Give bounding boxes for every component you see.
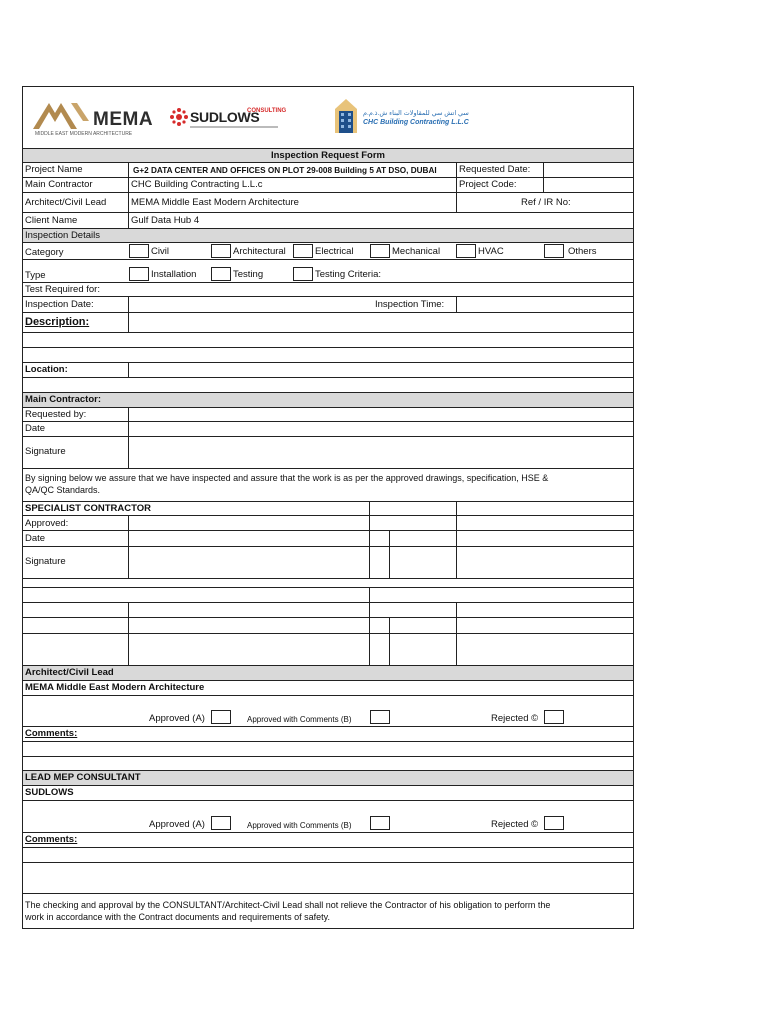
sudlows-heading: SUDLOWS bbox=[25, 787, 74, 798]
category-hvac-checkbox[interactable] bbox=[456, 244, 476, 258]
chc-logo-arabic: سي اتش سي للمقاولات البناء ش.ذ.م.م bbox=[363, 110, 469, 117]
specialist-contractor-heading: SPECIALIST CONTRACTOR bbox=[25, 503, 151, 514]
ref-ir-label: Ref / IR No: bbox=[521, 197, 571, 208]
architect-band bbox=[23, 665, 633, 680]
main-contractor-value[interactable]: CHC Building Contracting L.L.c bbox=[131, 179, 263, 190]
type-label: Type bbox=[25, 270, 46, 281]
project-code-label: Project Code: bbox=[459, 179, 517, 190]
main-contractor-heading: Main Contractor: bbox=[25, 394, 101, 405]
category-electrical-checkbox[interactable] bbox=[293, 244, 313, 258]
chc-logo-english: CHC Building Contracting L.L.C bbox=[363, 119, 469, 126]
mep-approved-a-checkbox[interactable] bbox=[211, 816, 231, 830]
client-name-value[interactable]: Gulf Data Hub 4 bbox=[131, 215, 200, 226]
location-label: Location: bbox=[25, 364, 68, 375]
type-testing-criteria-label: Testing Criteria: bbox=[315, 269, 381, 280]
inspection-request-form bbox=[22, 86, 634, 929]
architect-rejected-label: Rejected © bbox=[491, 713, 539, 724]
mema-logo-icon bbox=[31, 97, 93, 131]
architect-rejected-checkbox[interactable] bbox=[544, 710, 564, 724]
specialist-approved-label: Approved: bbox=[25, 518, 69, 529]
category-electrical-label: Electrical bbox=[315, 246, 354, 257]
requested-date-label: Requested Date: bbox=[459, 164, 531, 175]
inspection-date-label: Inspection Date: bbox=[25, 299, 94, 310]
architect-approved-a-checkbox[interactable] bbox=[211, 710, 231, 724]
category-mechanical-checkbox[interactable] bbox=[370, 244, 390, 258]
type-installation-checkbox[interactable] bbox=[129, 267, 149, 281]
sudlows-logo-tag: CONSULTING bbox=[247, 108, 287, 114]
architect-value[interactable]: MEMA Middle East Modern Architecture bbox=[131, 197, 299, 208]
sudlows-logo bbox=[169, 105, 289, 135]
client-name-label: Client Name bbox=[25, 215, 78, 226]
type-testing-criteria-checkbox[interactable] bbox=[293, 267, 313, 281]
type-testing-label: Testing bbox=[233, 269, 264, 280]
category-architectural-label: Architectural bbox=[233, 246, 286, 257]
lead-mep-heading: LEAD MEP CONSULTANT bbox=[25, 772, 141, 783]
mc-signature-label: Signature bbox=[25, 446, 66, 457]
type-installation-label: Installation bbox=[151, 269, 197, 280]
main-contractor-label: Main Contractor bbox=[25, 179, 93, 190]
category-hvac-label: HVAC bbox=[478, 246, 504, 257]
mep-approved-b-label: Approved with Comments (B) bbox=[247, 821, 352, 830]
sudlows-logo-subline bbox=[190, 126, 278, 128]
footer-text-line1: The checking and approval by the CONSULTANT/Architect-Civil Lead shall not relieve the Contractor of his obligation to perform the bbox=[25, 900, 551, 910]
requested-by-label: Requested by: bbox=[25, 409, 87, 420]
specialist-date-label: Date bbox=[25, 533, 46, 544]
description-label: Description: bbox=[25, 316, 90, 328]
category-label: Category bbox=[25, 247, 64, 258]
type-testing-checkbox[interactable] bbox=[211, 267, 231, 281]
category-civil-label: Civil bbox=[151, 246, 169, 257]
sudlows-logo-icon bbox=[169, 107, 189, 127]
project-name-value[interactable]: G+2 DATA CENTER AND OFFICES ON PLOT 29-008 Building 5 AT DSO, DUBAI bbox=[133, 166, 437, 175]
chc-logo bbox=[333, 95, 473, 137]
architect-label: Architect/Civil Lead bbox=[25, 197, 107, 208]
category-others-checkbox[interactable] bbox=[544, 244, 564, 258]
mc-date-label: Date bbox=[25, 423, 46, 434]
architect-approved-b-checkbox[interactable] bbox=[370, 710, 390, 724]
assurance-text-line1: By signing below we assure that we have inspected and assure that the work is as per the approved drawings, specification, HSE & bbox=[25, 473, 549, 483]
architect-approved-a-label: Approved (A) bbox=[149, 713, 205, 724]
architect-company: MEMA Middle East Modern Architecture bbox=[25, 682, 205, 693]
sudlows-logo-name: SUDLOWS bbox=[190, 109, 260, 125]
mep-rejected-checkbox[interactable] bbox=[544, 816, 564, 830]
mep-rejected-label: Rejected © bbox=[491, 819, 539, 830]
chc-building-icon bbox=[333, 97, 359, 135]
architect-approved-b-label: Approved with Comments (B) bbox=[247, 715, 352, 724]
mep-comments-label: Comments: bbox=[25, 834, 78, 845]
mema-logo bbox=[31, 93, 154, 141]
category-mechanical-label: Mechanical bbox=[392, 246, 441, 257]
category-architectural-checkbox[interactable] bbox=[211, 244, 231, 258]
inspection-details-heading: Inspection Details bbox=[25, 230, 100, 241]
category-others-label: Others bbox=[568, 246, 597, 257]
form-title: Inspection Request Form bbox=[270, 150, 385, 161]
category-civil-checkbox[interactable] bbox=[129, 244, 149, 258]
specialist-signature-label: Signature bbox=[25, 556, 66, 567]
architect-comments-label: Comments: bbox=[25, 728, 78, 739]
architect-section-heading: Architect/Civil Lead bbox=[25, 667, 114, 678]
inspection-details-band bbox=[23, 228, 633, 242]
mep-approved-a-label: Approved (A) bbox=[149, 819, 205, 830]
assurance-text-line2: QA/QC Standards. bbox=[25, 485, 101, 495]
project-name-label: Project Name bbox=[25, 164, 83, 175]
main-contractor-band bbox=[23, 392, 633, 407]
test-required-label: Test Required for: bbox=[25, 284, 100, 295]
mep-approved-b-checkbox[interactable] bbox=[370, 816, 390, 830]
footer-text-line2: work in accordance with the Contract documents and requirements of safety. bbox=[25, 912, 330, 922]
mema-logo-name: MEMA bbox=[93, 109, 154, 130]
mema-logo-tagline: MIDDLE EAST MODERN ARCHITECTURE bbox=[35, 131, 133, 137]
inspection-time-label: Inspection Time: bbox=[375, 299, 445, 310]
